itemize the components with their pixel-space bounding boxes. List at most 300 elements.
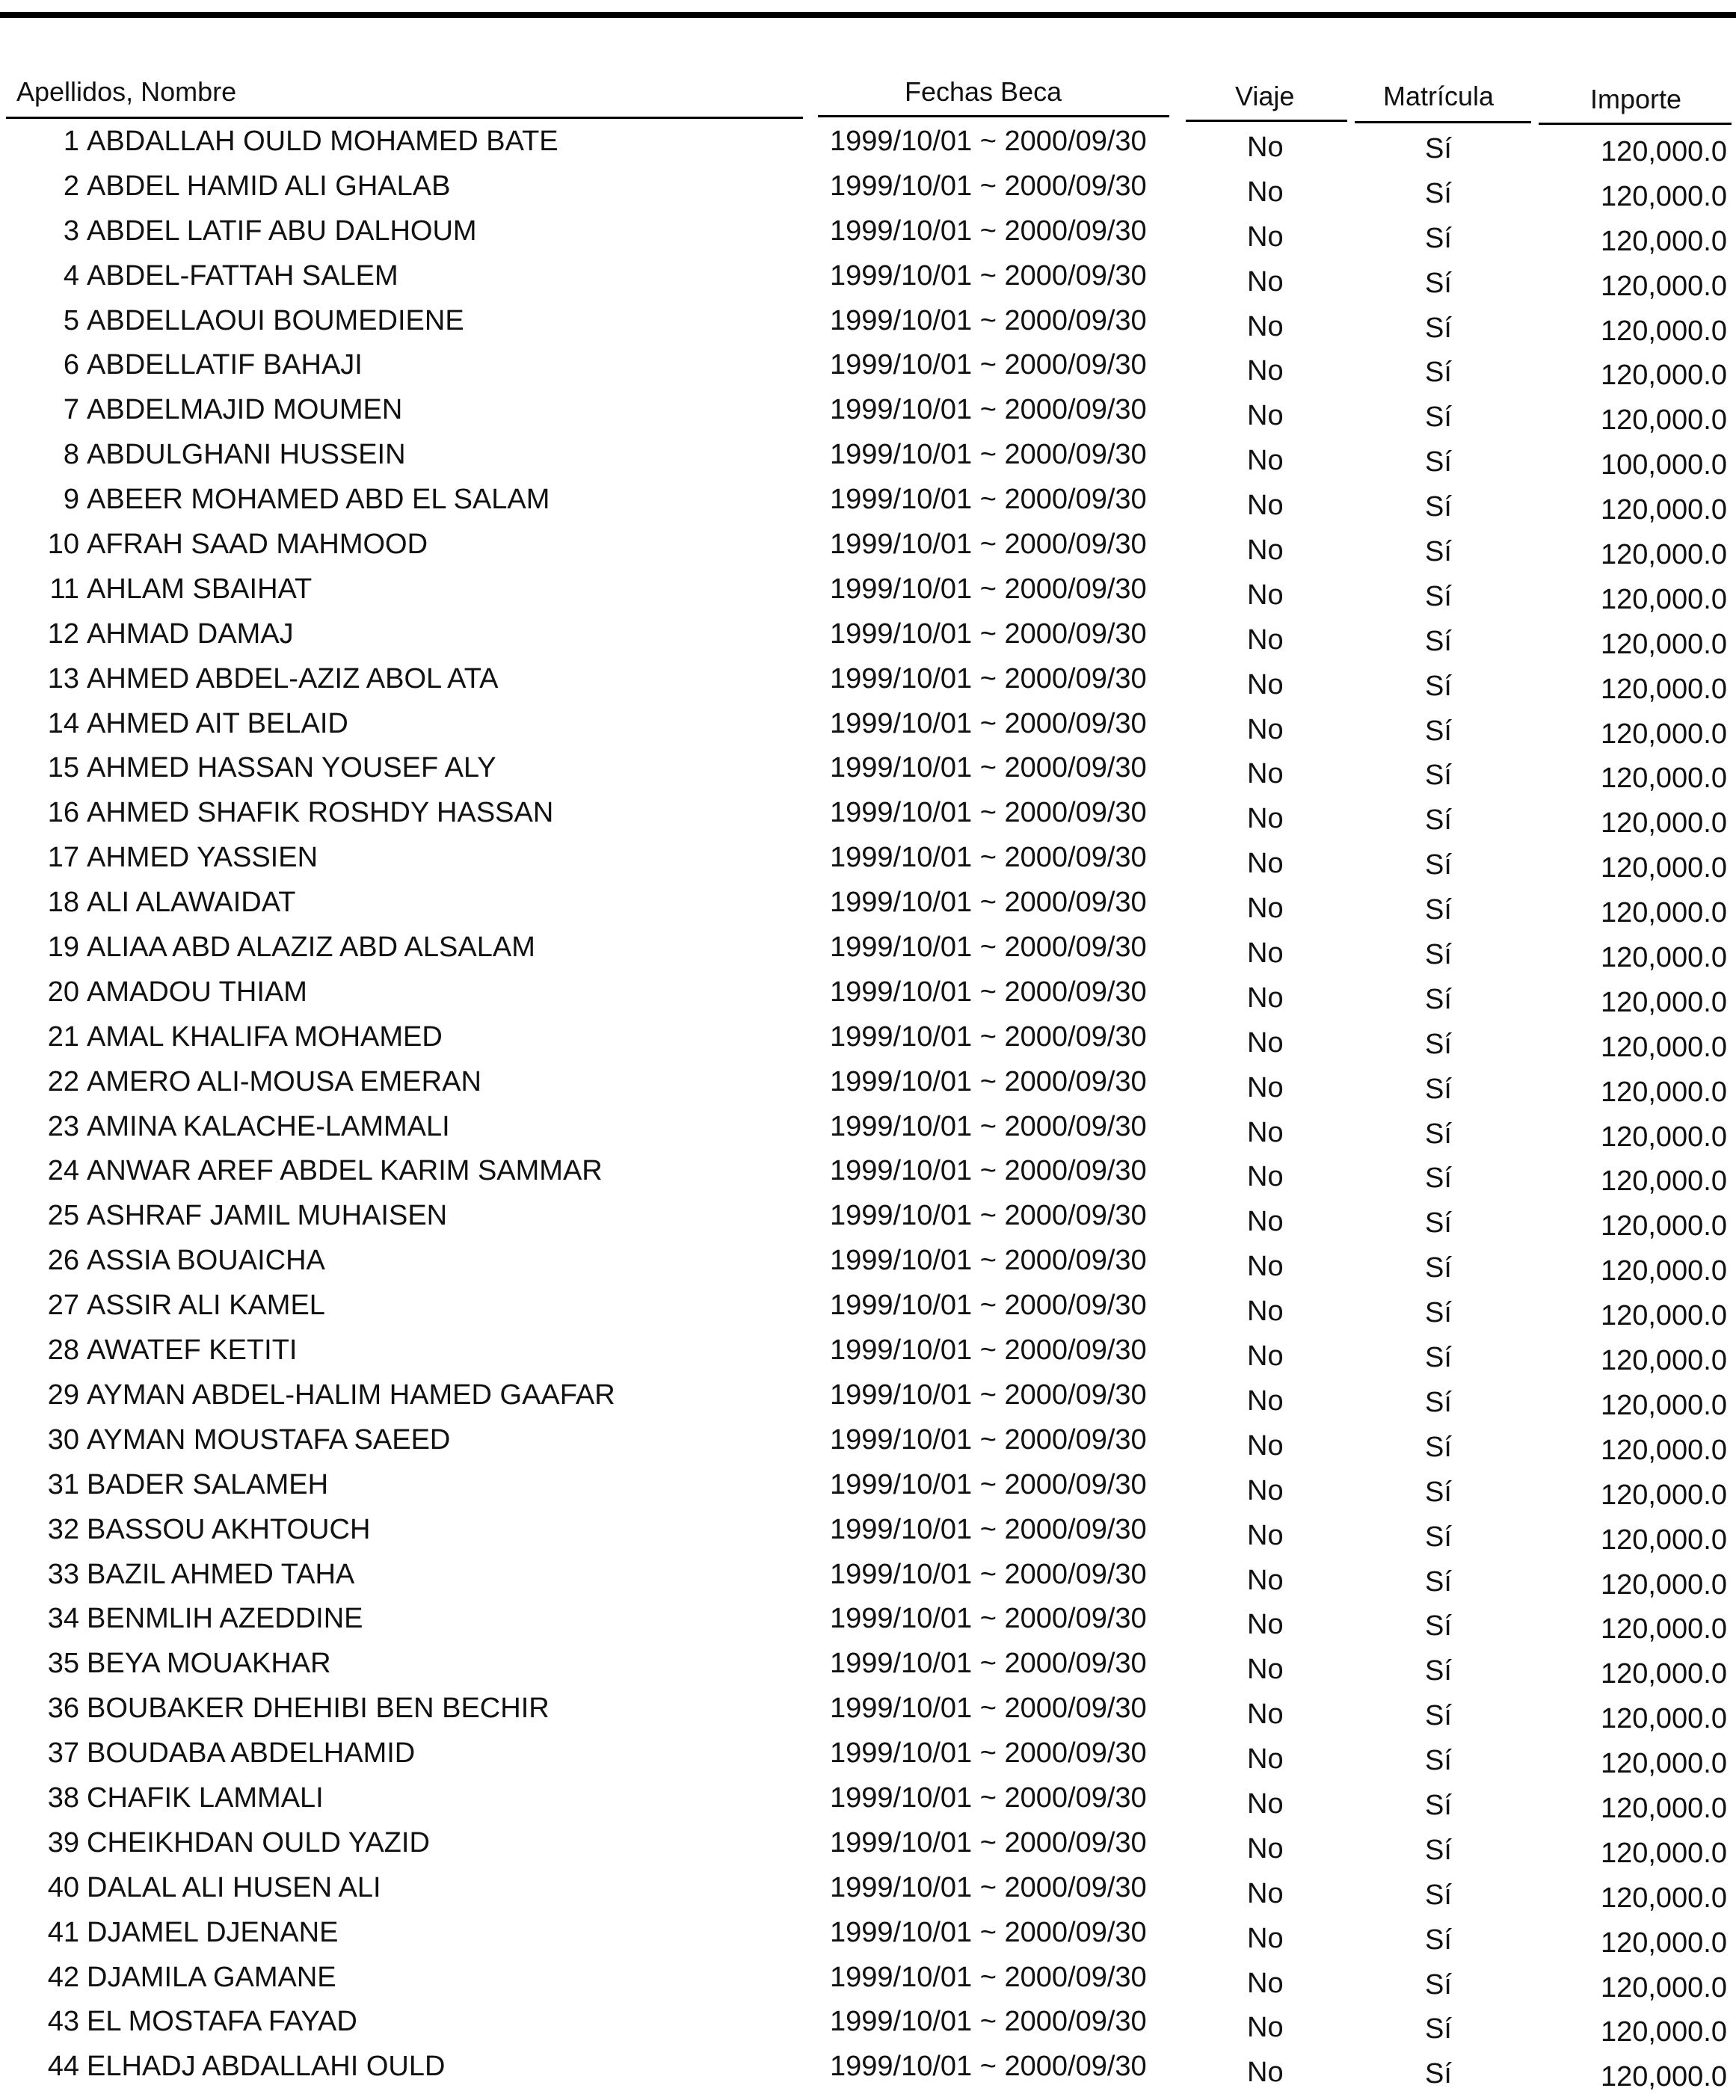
row-dates: 1999/10/01 ~ 2000/09/30 — [830, 662, 1147, 695]
row-number: 12 — [47, 618, 79, 650]
table-row — [0, 1823, 1736, 1867]
row-viaje: No — [1247, 355, 1284, 387]
row-name: AYMAN ABDEL-HALIM HAMED GAAFAR — [87, 1379, 615, 1411]
row-number: 15 — [47, 752, 79, 784]
table-row — [0, 2001, 1736, 2046]
row-number: 33 — [47, 1558, 79, 1590]
row-matricula: Sí — [1425, 1834, 1452, 1866]
row-viaje: No — [1247, 1743, 1284, 1776]
row-importe: 120,000.0 — [1600, 1658, 1727, 1690]
row-name: ANWAR AREF ABDEL KARIM SAMMAR — [87, 1155, 603, 1187]
row-dates: 1999/10/01 ~ 2000/09/30 — [830, 529, 1147, 561]
row-matricula: Sí — [1425, 760, 1452, 792]
header-matricula: Matrícula — [1383, 81, 1495, 111]
row-matricula: Sí — [1425, 1655, 1452, 1687]
row-number: 31 — [47, 1468, 79, 1500]
row-viaje: No — [1247, 1071, 1284, 1103]
row-name: BENMLIH AZEDDINE — [87, 1603, 363, 1635]
table-row — [0, 301, 1736, 345]
row-name: BOUDABA ABDELHAMID — [87, 1737, 416, 1770]
row-importe: 120,000.0 — [1600, 1568, 1727, 1601]
row-viaje: No — [1247, 132, 1284, 163]
row-importe: 120,000.0 — [1600, 1166, 1727, 1198]
row-number: 1 — [63, 126, 79, 157]
row-matricula: Sí — [1425, 222, 1452, 254]
row-importe: 120,000.0 — [1600, 1613, 1727, 1645]
row-matricula: Sí — [1425, 1028, 1452, 1060]
row-dates: 1999/10/01 ~ 2000/09/30 — [830, 439, 1147, 471]
row-importe: 120,000.0 — [1600, 1345, 1727, 1377]
row-dates: 1999/10/01 ~ 2000/09/30 — [830, 259, 1147, 292]
row-number: 29 — [47, 1379, 79, 1411]
row-viaje: No — [1247, 1699, 1284, 1731]
row-importe: 120,000.0 — [1600, 1792, 1727, 1824]
row-matricula: Sí — [1425, 1431, 1452, 1463]
table-row — [0, 1062, 1736, 1106]
row-importe: 120,000.0 — [1600, 673, 1727, 705]
row-viaje: No — [1247, 490, 1284, 522]
row-viaje: No — [1247, 1967, 1284, 1999]
row-viaje: No — [1247, 2057, 1284, 2089]
row-matricula: Sí — [1425, 446, 1452, 478]
row-dates: 1999/10/01 ~ 2000/09/30 — [830, 1871, 1147, 1903]
row-name: ABDEL HAMID ALI GHALAB — [87, 170, 451, 202]
row-dates: 1999/10/01 ~ 2000/09/30 — [830, 1782, 1147, 1814]
top-rule — [0, 12, 1736, 18]
table-row — [0, 434, 1736, 479]
row-name: DALAL ALI HUSEN ALI — [87, 1871, 381, 1903]
row-number: 27 — [47, 1290, 79, 1322]
row-name: ABDELLAOUI BOUMEDIENE — [87, 304, 464, 336]
row-dates: 1999/10/01 ~ 2000/09/30 — [830, 1468, 1147, 1500]
row-matricula: Sí — [1425, 1252, 1452, 1284]
row-importe: 120,000.0 — [1600, 315, 1727, 347]
table-row — [0, 927, 1736, 972]
table-row — [0, 1778, 1736, 1823]
row-importe: 120,000.0 — [1600, 1076, 1727, 1108]
row-matricula: Sí — [1425, 1968, 1452, 2001]
row-matricula: Sí — [1425, 357, 1452, 389]
row-viaje: No — [1247, 1877, 1284, 1909]
row-importe: 120,000.0 — [1600, 1121, 1727, 1153]
row-number: 38 — [47, 1782, 79, 1814]
row-dates: 1999/10/01 ~ 2000/09/30 — [830, 1513, 1147, 1545]
row-dates: 1999/10/01 ~ 2000/09/30 — [830, 1245, 1147, 1277]
table-row — [0, 792, 1736, 840]
row-matricula: Sí — [1425, 625, 1452, 657]
row-importe: 120,000.0 — [1600, 1748, 1727, 1780]
row-name: ALI ALAWAIDAT — [87, 887, 296, 919]
row-number: 37 — [47, 1737, 79, 1770]
table-row — [0, 1733, 1736, 1778]
row-dates: 1999/10/01 ~ 2000/09/30 — [830, 1379, 1147, 1411]
header-rule-name — [6, 117, 803, 119]
table-row — [0, 1465, 1736, 1509]
row-number: 18 — [47, 887, 79, 919]
row-dates: 1999/10/01 ~ 2000/09/30 — [830, 1603, 1147, 1635]
row-matricula: Sí — [1425, 1745, 1452, 1777]
row-viaje: No — [1247, 668, 1284, 700]
row-viaje: No — [1247, 1385, 1284, 1417]
table-row — [0, 345, 1736, 392]
header-dates: Fechas Beca — [905, 76, 1062, 107]
row-dates: 1999/10/01 ~ 2000/09/30 — [830, 2051, 1147, 2083]
row-number: 30 — [47, 1423, 79, 1456]
row-dates: 1999/10/01 ~ 2000/09/30 — [830, 976, 1147, 1008]
table-row — [0, 524, 1736, 569]
table-row — [0, 211, 1736, 256]
row-matricula: Sí — [1425, 1118, 1452, 1150]
row-viaje: No — [1247, 221, 1284, 253]
row-name: ABDEL-FATTAH SALEM — [87, 259, 398, 292]
table-row — [0, 166, 1736, 211]
row-importe: 120,000.0 — [1600, 1524, 1727, 1556]
row-number: 25 — [47, 1200, 79, 1232]
row-dates: 1999/10/01 ~ 2000/09/30 — [830, 1558, 1147, 1590]
row-matricula: Sí — [1425, 267, 1452, 299]
table-row — [0, 479, 1736, 524]
row-importe: 120,000.0 — [1600, 852, 1727, 884]
row-importe: 120,000.0 — [1600, 1882, 1727, 1914]
row-name: DJAMEL DJENANE — [87, 1916, 339, 1948]
row-viaje: No — [1247, 893, 1284, 925]
row-viaje: No — [1247, 535, 1284, 567]
table-row — [0, 703, 1736, 748]
row-dates: 1999/10/01 ~ 2000/09/30 — [830, 1826, 1147, 1859]
row-viaje: No — [1247, 803, 1284, 835]
row-number: 43 — [47, 2006, 79, 2038]
row-importe: 120,000.0 — [1600, 1300, 1727, 1332]
row-viaje: No — [1247, 265, 1284, 298]
row-number: 10 — [47, 529, 79, 561]
table-row — [0, 1285, 1736, 1330]
table-row — [0, 1912, 1736, 1957]
row-importe: 120,000.0 — [1600, 1837, 1727, 1869]
row-name: ASSIR ALI KAMEL — [87, 1290, 325, 1322]
row-number: 14 — [47, 707, 79, 739]
row-matricula: Sí — [1425, 715, 1452, 747]
row-number: 22 — [47, 1065, 79, 1097]
table-row — [0, 1509, 1736, 1554]
table-row — [0, 1957, 1736, 2002]
row-name: BASSOU AKHTOUCH — [87, 1513, 371, 1545]
row-dates: 1999/10/01 ~ 2000/09/30 — [830, 1693, 1147, 1725]
row-viaje: No — [1247, 982, 1284, 1014]
table-row — [0, 1375, 1736, 1420]
row-dates: 1999/10/01 ~ 2000/09/30 — [830, 126, 1147, 157]
row-viaje: No — [1247, 176, 1284, 208]
row-number: 9 — [63, 484, 79, 516]
row-name: ABDELMAJID MOUMEN — [87, 394, 403, 426]
row-importe: 120,000.0 — [1600, 583, 1727, 615]
row-dates: 1999/10/01 ~ 2000/09/30 — [830, 797, 1147, 829]
row-dates: 1999/10/01 ~ 2000/09/30 — [830, 1961, 1147, 1993]
row-number: 5 — [63, 304, 79, 336]
row-matricula: Sí — [1425, 177, 1452, 209]
row-matricula: Sí — [1425, 939, 1452, 971]
row-name: EL MOSTAFA FAYAD — [87, 2006, 357, 2038]
row-name: BEYA MOUAKHAR — [87, 1648, 331, 1680]
row-matricula: Sí — [1425, 1163, 1452, 1195]
row-dates: 1999/10/01 ~ 2000/09/30 — [830, 2006, 1147, 2038]
row-name: ABDELLATIF BAHAJI — [87, 349, 363, 381]
row-importe: 120,000.0 — [1600, 1479, 1727, 1511]
row-dates: 1999/10/01 ~ 2000/09/30 — [830, 1334, 1147, 1367]
row-dates: 1999/10/01 ~ 2000/09/30 — [830, 1737, 1147, 1770]
row-name: AFRAH SAAD MAHMOOD — [87, 529, 428, 561]
row-matricula: Sí — [1425, 1789, 1452, 1821]
row-dates: 1999/10/01 ~ 2000/09/30 — [830, 1423, 1147, 1456]
row-number: 16 — [47, 797, 79, 829]
row-matricula: Sí — [1425, 536, 1452, 568]
row-viaje: No — [1247, 848, 1284, 880]
row-number: 19 — [47, 932, 79, 964]
row-matricula: Sí — [1425, 1521, 1452, 1553]
row-name: AHMED YASSIEN — [87, 842, 318, 874]
row-number: 2 — [63, 170, 79, 202]
row-dates: 1999/10/01 ~ 2000/09/30 — [830, 349, 1147, 381]
table-row — [0, 837, 1736, 882]
table-row — [0, 659, 1736, 703]
header-name: Apellidos, Nombre — [16, 76, 237, 107]
header-importe: Importe — [1590, 84, 1682, 114]
row-importe: 120,000.0 — [1600, 1031, 1727, 1063]
row-matricula: Sí — [1425, 401, 1452, 434]
row-dates: 1999/10/01 ~ 2000/09/30 — [830, 887, 1147, 919]
row-name: AHMED HASSAN YOUSEF ALY — [87, 752, 496, 784]
row-name: BADER SALAMEH — [87, 1468, 329, 1500]
row-dates: 1999/10/01 ~ 2000/09/30 — [830, 1155, 1147, 1187]
table-body — [0, 121, 1736, 2091]
row-number: 39 — [47, 1826, 79, 1859]
row-viaje: No — [1247, 1296, 1284, 1328]
row-dates: 1999/10/01 ~ 2000/09/30 — [830, 932, 1147, 964]
row-number: 32 — [47, 1513, 79, 1545]
row-importe: 120,000.0 — [1600, 360, 1727, 392]
row-matricula: Sí — [1425, 983, 1452, 1015]
row-number: 24 — [47, 1155, 79, 1187]
row-viaje: No — [1247, 1609, 1284, 1641]
row-viaje: No — [1247, 1206, 1284, 1238]
row-name: ASHRAF JAMIL MUHAISEN — [87, 1200, 448, 1232]
row-number: 40 — [47, 1871, 79, 1903]
row-matricula: Sí — [1425, 849, 1452, 881]
row-name: ABEER MOHAMED ABD EL SALAM — [87, 484, 550, 516]
row-matricula: Sí — [1425, 1700, 1452, 1732]
row-importe: 120,000.0 — [1600, 270, 1727, 302]
row-matricula: Sí — [1425, 1879, 1452, 1911]
row-viaje: No — [1247, 1429, 1284, 1462]
row-importe: 120,000.0 — [1600, 1389, 1727, 1421]
row-viaje: No — [1247, 937, 1284, 970]
row-dates: 1999/10/01 ~ 2000/09/30 — [830, 618, 1147, 650]
row-name: AWATEF KETITI — [87, 1334, 298, 1367]
row-name: ELHADJ ABDALLAHI OULD — [87, 2051, 446, 2083]
table-row — [0, 1330, 1736, 1375]
row-name: AMERO ALI-MOUSA EMERAN — [87, 1065, 481, 1097]
row-dates: 1999/10/01 ~ 2000/09/30 — [830, 1290, 1147, 1322]
row-viaje: No — [1247, 758, 1284, 790]
row-matricula: Sí — [1425, 1073, 1452, 1105]
row-number: 17 — [47, 842, 79, 874]
row-number: 20 — [47, 976, 79, 1008]
row-importe: 120,000.0 — [1600, 1927, 1727, 1959]
row-number: 21 — [47, 1020, 79, 1053]
row-name: ABDALLAH OULD MOHAMED BATE — [87, 126, 558, 157]
table-row — [0, 882, 1736, 927]
row-matricula: Sí — [1425, 580, 1452, 612]
row-dates: 1999/10/01 ~ 2000/09/30 — [830, 1200, 1147, 1232]
row-viaje: No — [1247, 310, 1284, 342]
header-viaje: Viaje — [1235, 81, 1295, 111]
row-importe: 120,000.0 — [1600, 1434, 1727, 1466]
row-name: CHAFIK LAMMALI — [87, 1782, 324, 1814]
row-viaje: No — [1247, 1922, 1284, 1954]
row-dates: 1999/10/01 ~ 2000/09/30 — [830, 394, 1147, 426]
row-matricula: Sí — [1425, 670, 1452, 702]
row-importe: 120,000.0 — [1600, 404, 1727, 437]
table-row — [0, 748, 1736, 795]
table-row — [0, 2046, 1736, 2091]
table-row — [0, 256, 1736, 301]
row-number: 26 — [47, 1245, 79, 1277]
row-name: ALIAA ABD ALAZIZ ABD ALSALAM — [87, 932, 535, 964]
row-importe: 120,000.0 — [1600, 494, 1727, 526]
row-viaje: No — [1247, 1116, 1284, 1148]
row-matricula: Sí — [1425, 312, 1452, 344]
row-matricula: Sí — [1425, 2013, 1452, 2045]
row-matricula: Sí — [1425, 1476, 1452, 1508]
row-dates: 1999/10/01 ~ 2000/09/30 — [830, 1110, 1147, 1142]
row-viaje: No — [1247, 623, 1284, 656]
row-dates: 1999/10/01 ~ 2000/09/30 — [830, 707, 1147, 739]
row-matricula: Sí — [1425, 1342, 1452, 1374]
row-viaje: No — [1247, 1161, 1284, 1193]
table-row — [0, 1106, 1736, 1151]
row-name: AMINA KALACHE-LAMMALI — [87, 1110, 450, 1142]
row-name: ABDEL LATIF ABU DALHOUM — [87, 215, 477, 247]
row-importe: 120,000.0 — [1600, 1971, 1727, 2004]
row-name: BAZIL AHMED TAHA — [87, 1558, 355, 1590]
table-row — [0, 1151, 1736, 1198]
row-name: ABDULGHANI HUSSEIN — [87, 439, 406, 471]
row-dates: 1999/10/01 ~ 2000/09/30 — [830, 1020, 1147, 1053]
row-name: AHMED AIT BELAID — [87, 707, 348, 739]
row-matricula: Sí — [1425, 491, 1452, 523]
row-name: AHMAD DAMAJ — [87, 618, 294, 650]
row-viaje: No — [1247, 1832, 1284, 1865]
row-viaje: No — [1247, 1654, 1284, 1686]
header-rule-dates — [818, 115, 1169, 117]
row-number: 28 — [47, 1334, 79, 1367]
table-row — [0, 1195, 1736, 1243]
table-row — [0, 614, 1736, 659]
row-name: AMAL KHALIFA MOHAMED — [87, 1020, 443, 1053]
row-viaje: No — [1247, 1474, 1284, 1506]
row-matricula: Sí — [1425, 1924, 1452, 1956]
table-row — [0, 1643, 1736, 1688]
row-number: 4 — [63, 259, 79, 292]
row-name: AHLAM SBAIHAT — [87, 573, 313, 605]
row-viaje: No — [1247, 579, 1284, 611]
row-importe: 120,000.0 — [1600, 1703, 1727, 1735]
row-importe: 100,000.0 — [1600, 449, 1727, 481]
row-viaje: No — [1247, 713, 1284, 745]
table-row — [0, 1598, 1736, 1643]
row-importe: 120,000.0 — [1600, 180, 1727, 212]
row-matricula: Sí — [1425, 894, 1452, 926]
row-importe: 120,000.0 — [1600, 1255, 1727, 1287]
row-importe: 120,000.0 — [1600, 986, 1727, 1018]
row-dates: 1999/10/01 ~ 2000/09/30 — [830, 573, 1147, 605]
row-matricula: Sí — [1425, 1565, 1452, 1598]
row-number: 7 — [63, 394, 79, 426]
row-number: 13 — [47, 662, 79, 695]
row-name: AHMED SHAFIK ROSHDY HASSAN — [87, 797, 554, 829]
row-number: 6 — [63, 349, 79, 381]
table-row — [0, 1240, 1736, 1285]
row-name: ASSIA BOUAICHA — [87, 1245, 325, 1277]
row-importe: 120,000.0 — [1600, 807, 1727, 840]
row-number: 34 — [47, 1603, 79, 1635]
row-viaje: No — [1247, 1519, 1284, 1551]
row-name: DJAMILA GAMANE — [87, 1961, 336, 1993]
table-row — [0, 1017, 1736, 1062]
row-importe: 120,000.0 — [1600, 942, 1727, 974]
row-matricula: Sí — [1425, 1610, 1452, 1642]
row-importe: 120,000.0 — [1600, 539, 1727, 571]
row-matricula: Sí — [1425, 2058, 1452, 2090]
row-number: 42 — [47, 1961, 79, 1993]
row-matricula: Sí — [1425, 1207, 1452, 1240]
row-dates: 1999/10/01 ~ 2000/09/30 — [830, 484, 1147, 516]
row-importe: 120,000.0 — [1600, 628, 1727, 660]
row-importe: 120,000.0 — [1600, 225, 1727, 257]
table-row — [0, 121, 1736, 166]
row-number: 11 — [49, 573, 79, 605]
row-matricula: Sí — [1425, 133, 1452, 164]
row-importe: 120,000.0 — [1600, 1210, 1727, 1243]
row-number: 8 — [63, 439, 79, 471]
row-name: CHEIKHDAN OULD YAZID — [87, 1826, 430, 1859]
row-importe: 120,000.0 — [1600, 2016, 1727, 2048]
row-dates: 1999/10/01 ~ 2000/09/30 — [830, 1065, 1147, 1097]
row-dates: 1999/10/01 ~ 2000/09/30 — [830, 842, 1147, 874]
row-name: AHMED ABDEL-AZIZ ABOL ATA — [87, 662, 499, 695]
row-name: AYMAN MOUSTAFA SAEED — [87, 1423, 451, 1456]
table-header — [0, 75, 1736, 123]
row-importe: 120,000.0 — [1600, 763, 1727, 795]
row-viaje: No — [1247, 1788, 1284, 1820]
row-dates: 1999/10/01 ~ 2000/09/30 — [830, 752, 1147, 784]
row-number: 23 — [47, 1110, 79, 1142]
table-row — [0, 1420, 1736, 1465]
row-number: 41 — [47, 1916, 79, 1948]
row-dates: 1999/10/01 ~ 2000/09/30 — [830, 304, 1147, 336]
table-row — [0, 972, 1736, 1017]
row-importe: 120,000.0 — [1600, 2061, 1727, 2093]
row-viaje: No — [1247, 1251, 1284, 1283]
row-number: 44 — [47, 2051, 79, 2083]
row-number: 3 — [63, 215, 79, 247]
row-importe: 120,000.0 — [1600, 897, 1727, 929]
row-matricula: Sí — [1425, 804, 1452, 837]
row-viaje: No — [1247, 1340, 1284, 1373]
row-viaje: No — [1247, 1026, 1284, 1059]
row-importe: 120,000.0 — [1600, 136, 1727, 167]
table-row — [0, 389, 1736, 437]
row-dates: 1999/10/01 ~ 2000/09/30 — [830, 215, 1147, 247]
